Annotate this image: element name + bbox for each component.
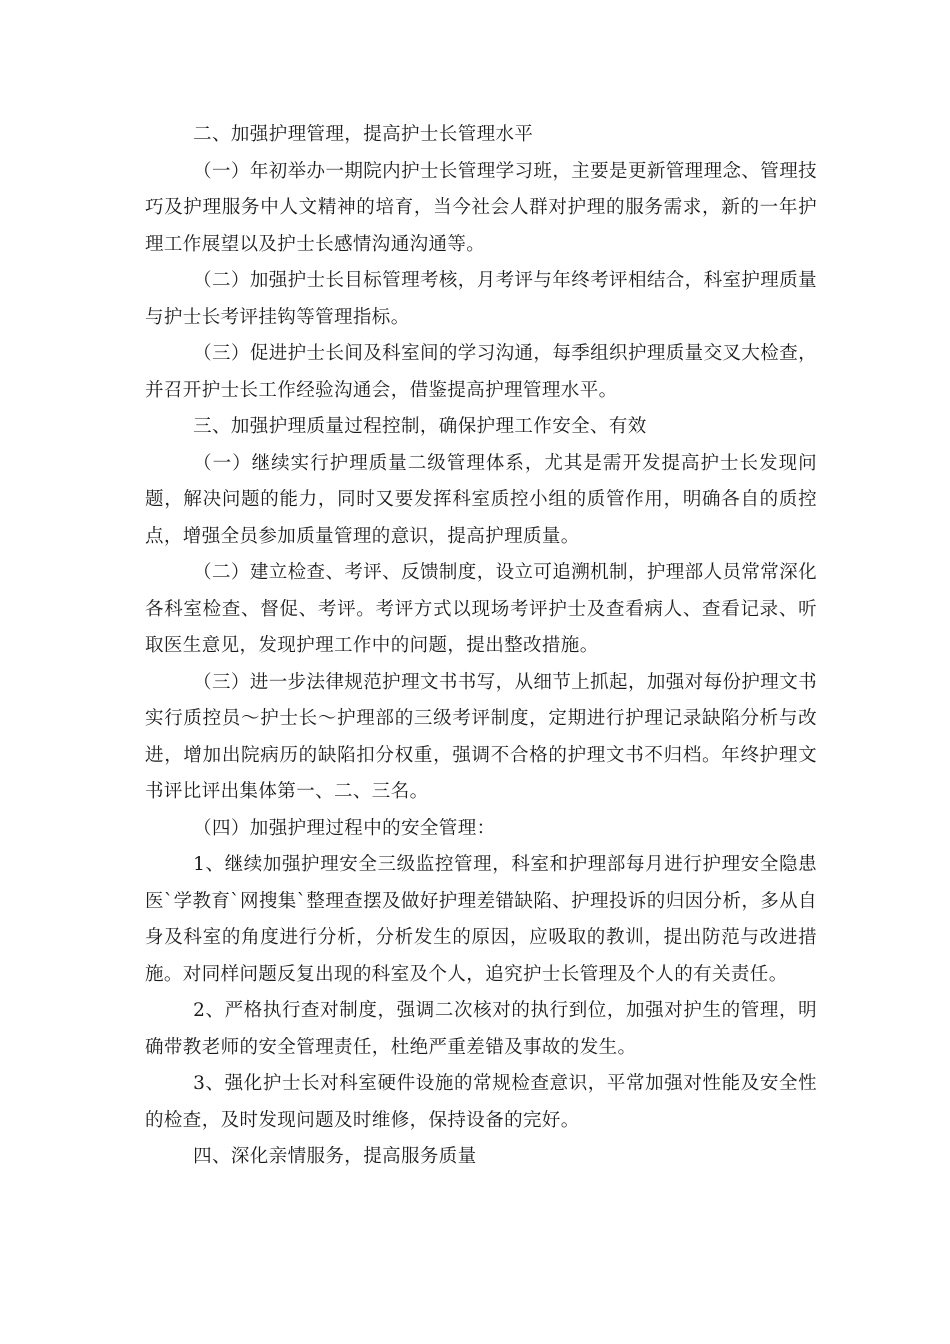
section-heading-4: 四、深化亲情服务，提高服务质量 [193, 1146, 477, 1167]
paragraph: （三）促进护士长间及科室间的学习沟通，每季组织护理质量交叉大检查，并召开护士长工作经验沟通会，借鉴提高护理管理水平。 [145, 343, 817, 401]
document-body [145, 117, 817, 1176]
subsection-heading-4: （四）加强护理过程中的安全管理： [193, 817, 496, 839]
paragraph: （二）建立检查、考评、反馈制度，设立可追溯机制，护理部人员常常深化各科室检查、督促、考评。考评方式以现场考评护士及查看病人、查看记录、听取医生意见，发现护理工作中的问题，提出整改措施。 [145, 562, 817, 656]
paragraph: （三）进一步法律规范护理文书书写，从细节上抓起，加强对每份护理文书实行质控员～护士长～护理部的三级考评制度，定期进行护理记录缺陷分析与改进，增加出院病历的缺陷扣分权重，强调不合格的护理文书不归档。年终护理文书评比评出集体第一、二、三名。 [145, 671, 817, 802]
section-heading-3: 三、加强护理质量过程控制，确保护理工作安全、有效 [193, 416, 647, 437]
paragraph: （一）继续实行护理质量二级管理体系，尤其是需开发提高护士长发现问题，解决问题的能力，同时又要发挥科室质控小组的质管作用，明确各自的质控点，增强全员参加质量管理的意识，提高护理质量。 [145, 452, 817, 547]
paragraph: （一）年初举办一期院内护士长管理学习班，主要是更新管理理念、管理技巧及护理服务中人文精神的培育，当今社会人群对护理的服务需求，新的一年护理工作展望以及护士长感情沟通沟通等。 [145, 160, 817, 255]
list-item: 2、严格执行查对制度，强调二次核对的执行到位，加强对护生的管理，明确带教老师的安全管理责任，杜绝严重差错及事故的发生。 [145, 1000, 817, 1058]
list-item: 3、强化护士长对科室硬件设施的常规检查意识，平常加强对性能及安全性的检查，及时发现问题及时维修，保持设备的完好。 [145, 1073, 817, 1131]
paragraph: （二）加强护士长目标管理考核，月考评与年终考评相结合，科室护理质量与护士长考评挂钩等管理指标。 [145, 270, 817, 328]
list-item: 1、继续加强护理安全三级监控管理，科室和护理部每月进行护理安全隐患医`学教育`网搜集`整理查摆及做好护理差错缺陷、护理投诉的归因分析，多从自身及科室的角度进行分析，分析发生的原因，应吸取的教训，提出防范与改进措施。对同样问题反复出现的科室及个人，追究护士长管理及个人的有关责任。 [145, 854, 817, 985]
section-heading-2: 二、加强护理管理，提高护士长管理水平 [193, 124, 534, 145]
